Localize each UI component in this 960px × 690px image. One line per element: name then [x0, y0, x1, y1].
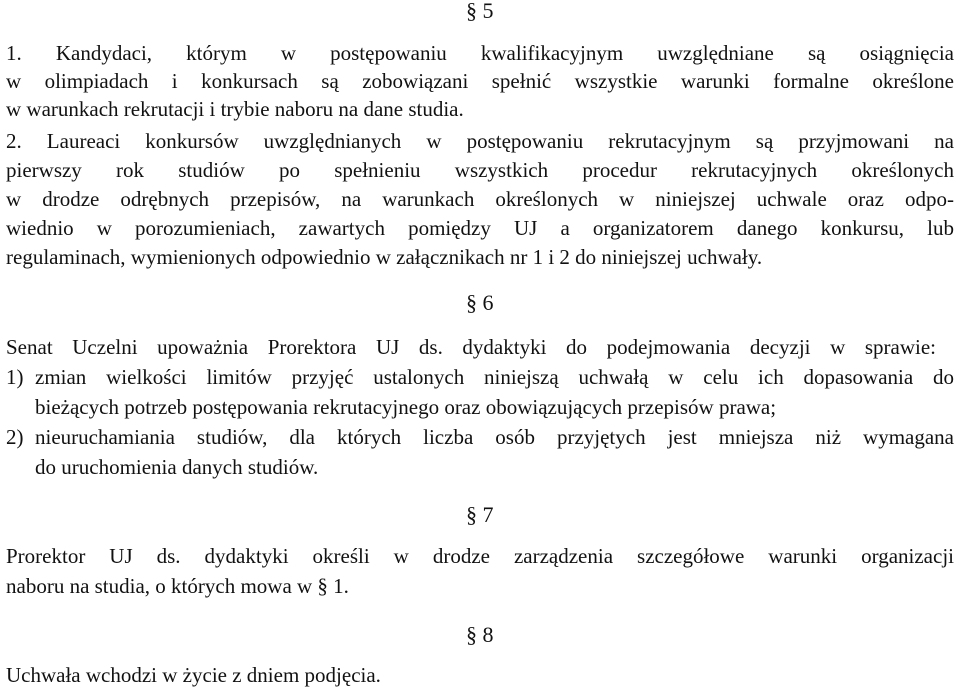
para5-item2-line1: 2. Laureaci konkursów uwzględnianych w postępowaniu rekrutacyjnym są przyjmowani na [6, 129, 954, 153]
para6-item2-line1: nieuruchamiania studiów, dla których liczba osób przyjętych jest mniejsza niż wymagana [35, 425, 954, 449]
para5-item1-line1: 1. Kandydaci, którym w postępowaniu kwalifikacyjnym uwzględniane są osiągnięcia [6, 41, 954, 65]
para6-item2-number: 2) [6, 425, 24, 449]
para6-item1-line1: zmian wielkości limitów przyjęć ustalonych niniejszą uchwałą w celu ich dopasowania do [35, 365, 954, 389]
para5-item2-line3: w drodze odrębnych przepisów, na warunkach określonych w niniejszej uchwale oraz odpo- [6, 187, 954, 211]
section-heading-7: § 7 [466, 502, 494, 527]
section-heading-5: § 5 [466, 0, 494, 23]
para5-item1-line3: w warunkach rekrutacji i trybie naboru na dane studia. [6, 97, 464, 121]
para6-intro: Senat Uczelni upoważnia Prorektora UJ ds. dydaktyki do podejmowania decyzji w sprawie: [6, 335, 936, 359]
para7-line2: naboru na studia, o których mowa w § 1. [6, 574, 349, 598]
para5-item2-line4: wiednio w porozumieniach, zawartych pomiędzy UJ a organizatorem danego konkursu, lub [6, 216, 954, 240]
para6-item1-number: 1) [6, 365, 24, 389]
para8-line1: Uchwała wchodzi w życie z dniem podjęcia. [6, 663, 381, 687]
section-heading-8: § 8 [466, 622, 494, 647]
para5-item2-line2: pierwszy rok studiów po spełnieniu wszystkich procedur rekrutacyjnych określonych [6, 158, 954, 182]
para5-item1-line2: w olimpiadach i konkursach są zobowiązani spełnić wszystkie warunki formalne określone [6, 69, 954, 93]
para7-line1: Prorektor UJ ds. dydaktyki określi w drodze zarządzenia szczegółowe warunki organizacji [6, 544, 954, 568]
para6-item1-line2: bieżących potrzeb postępowania rekrutacyjnego oraz obowiązujących przepisów prawa; [35, 395, 777, 419]
para6-item2-line2: do uruchomienia danych studiów. [35, 455, 319, 479]
para5-item2-line5: regulaminach, wymienionych odpowiednio w załącznikach nr 1 i 2 do niniejszej uchwały. [6, 245, 763, 269]
section-heading-6: § 6 [466, 290, 494, 315]
